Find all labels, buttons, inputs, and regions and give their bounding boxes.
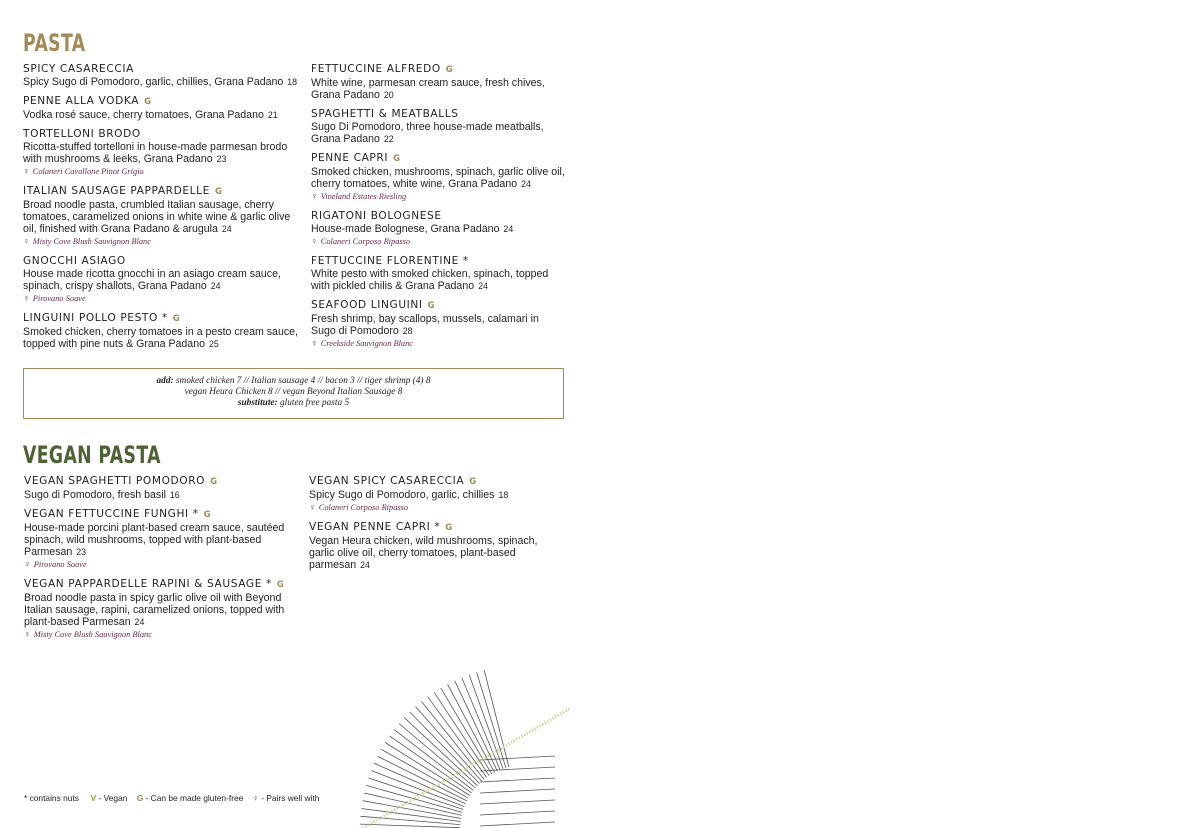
sunburst-ray — [366, 785, 462, 812]
gluten-free-badge: G — [445, 65, 454, 75]
vegan-section-title: VEGAN PASTA — [23, 441, 161, 469]
menu-item-price: 24 — [478, 281, 488, 291]
menu-item — [23, 185, 298, 248]
menu-item-price: 24 — [360, 560, 370, 570]
menu-item-title: GNOCCHI ASIAGO — [23, 255, 126, 267]
wine-pairing — [311, 337, 566, 350]
description-text: House-made Bolognese, Grana Padano — [311, 223, 500, 235]
menu-item — [23, 95, 298, 121]
menu-item-price: 28 — [402, 326, 413, 336]
wine-glass-icon: ♀ — [309, 502, 316, 512]
gluten-free-badge: G — [214, 187, 223, 197]
description-text: Sugo di Pomodoro, fresh basil — [24, 489, 166, 501]
menu-item-name — [311, 63, 566, 77]
sunburst-ray — [480, 800, 555, 804]
wine-pairing-name: Misty Cove Blush Sauvignon Blanc — [32, 237, 151, 246]
menu-item-title: ITALIAN SAUSAGE PAPPARDELLE — [23, 185, 210, 197]
sunburst-ray — [434, 692, 489, 775]
sunburst-ray — [480, 789, 555, 793]
menu-item-price: 24 — [221, 224, 232, 234]
menu-item-description — [23, 76, 298, 88]
menu-item-price: 16 — [169, 490, 180, 500]
menu-item — [23, 63, 298, 88]
menu-item-title: SEAFOOD LINGUINI — [311, 299, 423, 311]
vegan-mark: V — [90, 793, 97, 803]
decorative-sunburst — [285, 660, 585, 828]
wine-pairing — [309, 501, 559, 514]
wine-pairing-name: Misty Cove Blush Sauvignon Blanc — [33, 630, 152, 639]
menu-item-title: PENNE ALLA VODKA — [23, 95, 140, 107]
wine-pairing — [23, 235, 298, 248]
sunburst-ray — [374, 763, 466, 803]
menu-item-description — [24, 489, 294, 501]
sunburst-ray — [410, 712, 480, 784]
menu-item-description — [23, 199, 298, 235]
sunburst-ray — [394, 730, 473, 791]
legend-pairs-well: - Pairs well with — [261, 793, 320, 803]
menu-item-name — [23, 185, 298, 199]
menu-item-name — [311, 108, 566, 121]
vegan-right-column — [309, 475, 559, 578]
description-text: Smoked chicken, cherry tomatoes in a pesto cream sauce, topped with pine nuts & Grana Padano — [23, 326, 298, 350]
menu-item-price: 24 — [210, 281, 221, 291]
menu-item-description — [23, 268, 298, 292]
menu-item-title: TORTELLONI BRODO — [23, 128, 141, 140]
description-text: House-made porcini plant-based cream sauce, sautéed spinach, wild mushrooms, topped with plant-based Parmesan — [24, 522, 285, 558]
menu-item-title: SPICY CASARECCIA — [23, 63, 134, 75]
menu-item-description — [309, 535, 559, 571]
wine-glass-icon: ♀ — [252, 793, 259, 803]
wine-glass-icon: ♀ — [23, 293, 30, 303]
menu-item-description — [311, 77, 566, 101]
menu-item — [23, 255, 298, 305]
menu-item-price: 24 — [134, 617, 145, 627]
sunburst-ray — [428, 697, 487, 778]
menu-item-description — [311, 166, 566, 190]
description-text: House made ricotta gnocchi in an asiago cream sauce, spinach, crispy shallots, Grana Padano — [23, 268, 281, 292]
sunburst-ray — [422, 702, 485, 780]
menu-item — [24, 475, 294, 501]
menu-item-name — [311, 299, 566, 313]
gluten-free-badge: G — [393, 154, 401, 164]
gluten-free-badge: G — [144, 97, 152, 107]
vegan-left-column — [24, 475, 294, 648]
menu-item-title: FETTUCCINE FLORENTINE * — [311, 255, 469, 267]
menu-item-name — [23, 128, 298, 141]
menu-item-description — [311, 313, 566, 337]
menu-item-title: RIGATONI BOLOGNESE — [311, 210, 442, 222]
menu-item-price: 24 — [503, 224, 514, 234]
wine-pairing-name: Pirovano Soave — [32, 294, 86, 303]
wine-pairing — [24, 628, 294, 641]
sunburst-ray — [480, 811, 555, 815]
description-text: Broad noodle pasta in spicy garlic olive oil with Beyond Italian sausage, rapini, caramelized onions, topped with plant-based Parmesan — [24, 592, 285, 628]
menu-item-price: 22 — [383, 134, 394, 144]
menu-item — [311, 152, 566, 203]
menu-item-price: 20 — [383, 90, 394, 100]
menu-item — [23, 128, 298, 178]
menu-item-description — [23, 141, 298, 165]
sunburst-ray — [477, 672, 506, 768]
description-text: Smoked chicken, mushrooms, spinach, garlic olive oil, cherry tomatoes, white wine, Grana Padano — [311, 166, 565, 190]
sunburst-ray — [399, 724, 475, 789]
sunburst-ray — [361, 816, 461, 824]
menu-item-description — [23, 326, 298, 350]
menu-item-name — [23, 95, 298, 109]
description-text: Vodka rosé sauce, cherry tomatoes, Grana Padano — [23, 109, 264, 121]
wine-pairing-name: Pirovano Soave — [33, 560, 87, 569]
menu-item-name — [311, 210, 566, 223]
menu-item-description — [311, 223, 566, 235]
menu-item-name — [23, 312, 298, 326]
description-text: Vegan Heura chicken, wild mushrooms, spinach, garlic olive oil, cherry tomatoes, plant-based parmesan — [309, 535, 538, 571]
wine-glass-icon: ♀ — [24, 559, 31, 569]
sunburst-ray — [360, 824, 460, 828]
menu-item-name — [309, 521, 559, 535]
wine-pairing-name: Creekside Sauvignon Blanc — [320, 339, 414, 348]
pasta-section-title: PASTA — [23, 29, 86, 57]
legend-vegan: - Vegan — [98, 793, 128, 803]
gluten-free-badge: G — [276, 580, 285, 590]
gluten-free-badge: G — [427, 301, 436, 311]
wine-pairing — [311, 190, 566, 203]
menu-item-price: 21 — [267, 110, 278, 120]
gluten-free-badge: G — [469, 477, 477, 487]
wine-pairing-name: Colaneri Corposo Ripasso — [318, 503, 409, 512]
wine-glass-icon: ♀ — [23, 236, 30, 246]
pasta-right-column — [311, 63, 566, 357]
gluten-free-badge: G — [445, 523, 453, 533]
menu-item-description — [24, 522, 294, 558]
menu-item-name — [311, 255, 566, 268]
menu-item-name — [309, 475, 559, 489]
addons-box — [23, 368, 564, 419]
menu-item-name — [24, 578, 294, 592]
description-text: Sugo Di Pomodoro, three house-made meatballs, Grana Padano — [311, 121, 544, 145]
menu-item-price: 25 — [208, 339, 219, 349]
menu-item-description — [24, 592, 294, 628]
menu-item — [23, 312, 298, 350]
wine-pairing-name: Vineland Estates Riesling — [320, 192, 407, 201]
menu-item — [311, 108, 566, 145]
menu-item-description — [311, 268, 566, 292]
description-text: Spicy Sugo di Pomodoro, garlic, chillies — [309, 489, 495, 501]
menu-item-name — [311, 152, 566, 166]
description-text: Spicy Sugo di Pomodoro, garlic, chillies, Grana Padano — [23, 76, 284, 88]
gluten-free-badge: G — [203, 510, 212, 520]
wine-pairing-name: Colaneri Cavallone Pinot Grigio — [32, 167, 144, 176]
description-text: Broad noodle pasta, crumbled Italian sausage, cherry tomatoes, caramelized onions in white wine & garlic olive oil, finished with Grana Padano & arugula — [23, 199, 291, 235]
wine-pairing — [24, 558, 294, 571]
gluten-free-mark: G — [136, 793, 144, 803]
wine-glass-icon: ♀ — [23, 166, 30, 176]
menu-item-price: 24 — [521, 179, 531, 189]
wine-glass-icon: ♀ — [311, 236, 318, 246]
menu-item — [311, 299, 566, 350]
pasta-left-column — [23, 63, 298, 357]
menu-item-description — [23, 109, 298, 121]
menu-item — [311, 255, 566, 292]
menu-item — [311, 63, 566, 101]
legend-nuts: * contains nuts — [24, 793, 79, 803]
legend — [24, 793, 319, 803]
description-text: Fresh shrimp, bay scallops, mussels, calamari in Sugo di Pomodoro — [311, 313, 539, 337]
menu-item-title: PENNE CAPRI — [311, 152, 389, 164]
menu-item-name — [23, 255, 298, 268]
menu-item — [311, 210, 566, 248]
menu-item-title: VEGAN PENNE CAPRI * — [309, 521, 441, 533]
menu-item-title: VEGAN PAPPARDELLE RAPINI & SAUSAGE * — [24, 578, 272, 590]
menu-item-title: LINGUINI POLLO PESTO * — [23, 312, 168, 324]
legend-gluten-free: - Can be made gluten-free — [145, 793, 244, 803]
menu-item-title: VEGAN SPAGHETTI POMODORO — [24, 475, 206, 487]
menu-item-name — [23, 63, 298, 76]
menu-item-description — [311, 121, 566, 145]
menu-item-price: 23 — [216, 154, 227, 164]
menu-item — [24, 508, 294, 571]
sunburst-ray — [480, 778, 555, 782]
description-text: White wine, parmesan cream sauce, fresh chives, Grana Padano — [311, 77, 545, 101]
substitute-line: substitute: gluten free pasta 5 — [237, 398, 350, 408]
description-text: White pesto with smoked chicken, spinach, topped with pickled chilis & Grana Padano — [311, 268, 549, 292]
wine-pairing — [23, 292, 298, 305]
addons-line-1: add: smoked chicken 7 // Italian sausage 4 // bacon 3 // tiger shrimp (4) 8 — [156, 376, 431, 386]
wine-pairing — [311, 235, 566, 248]
menu-item-title: SPAGHETTI & MEATBALLS — [311, 108, 459, 120]
wine-glass-icon: ♀ — [311, 338, 318, 348]
sunburst-ray — [363, 801, 461, 819]
menu-item-price: 23 — [76, 547, 87, 557]
menu-item-price: 18 — [287, 77, 298, 87]
sunburst-ray — [390, 736, 472, 793]
menu-item-price: 18 — [498, 490, 509, 500]
description-text: Ricotta-stuffed tortelloni in house-made parmesan brodo with mushrooms & leeks, Grana Padano — [23, 141, 288, 165]
addons-line-2: vegan Heura Chicken 8 // vegan Beyond Italian Sausage 8 — [184, 387, 403, 397]
wine-pairing — [23, 165, 298, 178]
sunburst-ray — [480, 767, 555, 771]
menu-item-title: VEGAN FETTUCCINE FUNGHI * — [24, 508, 199, 520]
wine-glass-icon: ♀ — [24, 629, 31, 639]
wine-glass-icon: ♀ — [311, 191, 318, 201]
menu-item-name — [24, 475, 294, 489]
menu-item-title: VEGAN SPICY CASARECCIA — [309, 475, 465, 487]
menu-item-title: FETTUCCINE ALFREDO — [311, 63, 441, 75]
gluten-free-badge: G — [210, 477, 218, 487]
menu-item — [309, 521, 559, 571]
menu-item-description — [309, 489, 559, 501]
menu-item-name — [24, 508, 294, 522]
gluten-free-badge: G — [172, 314, 181, 324]
wine-pairing-name: Colaneri Corposo Ripasso — [320, 237, 411, 246]
sunburst-ray — [480, 822, 555, 826]
menu-item — [309, 475, 559, 514]
menu-item — [24, 578, 294, 641]
